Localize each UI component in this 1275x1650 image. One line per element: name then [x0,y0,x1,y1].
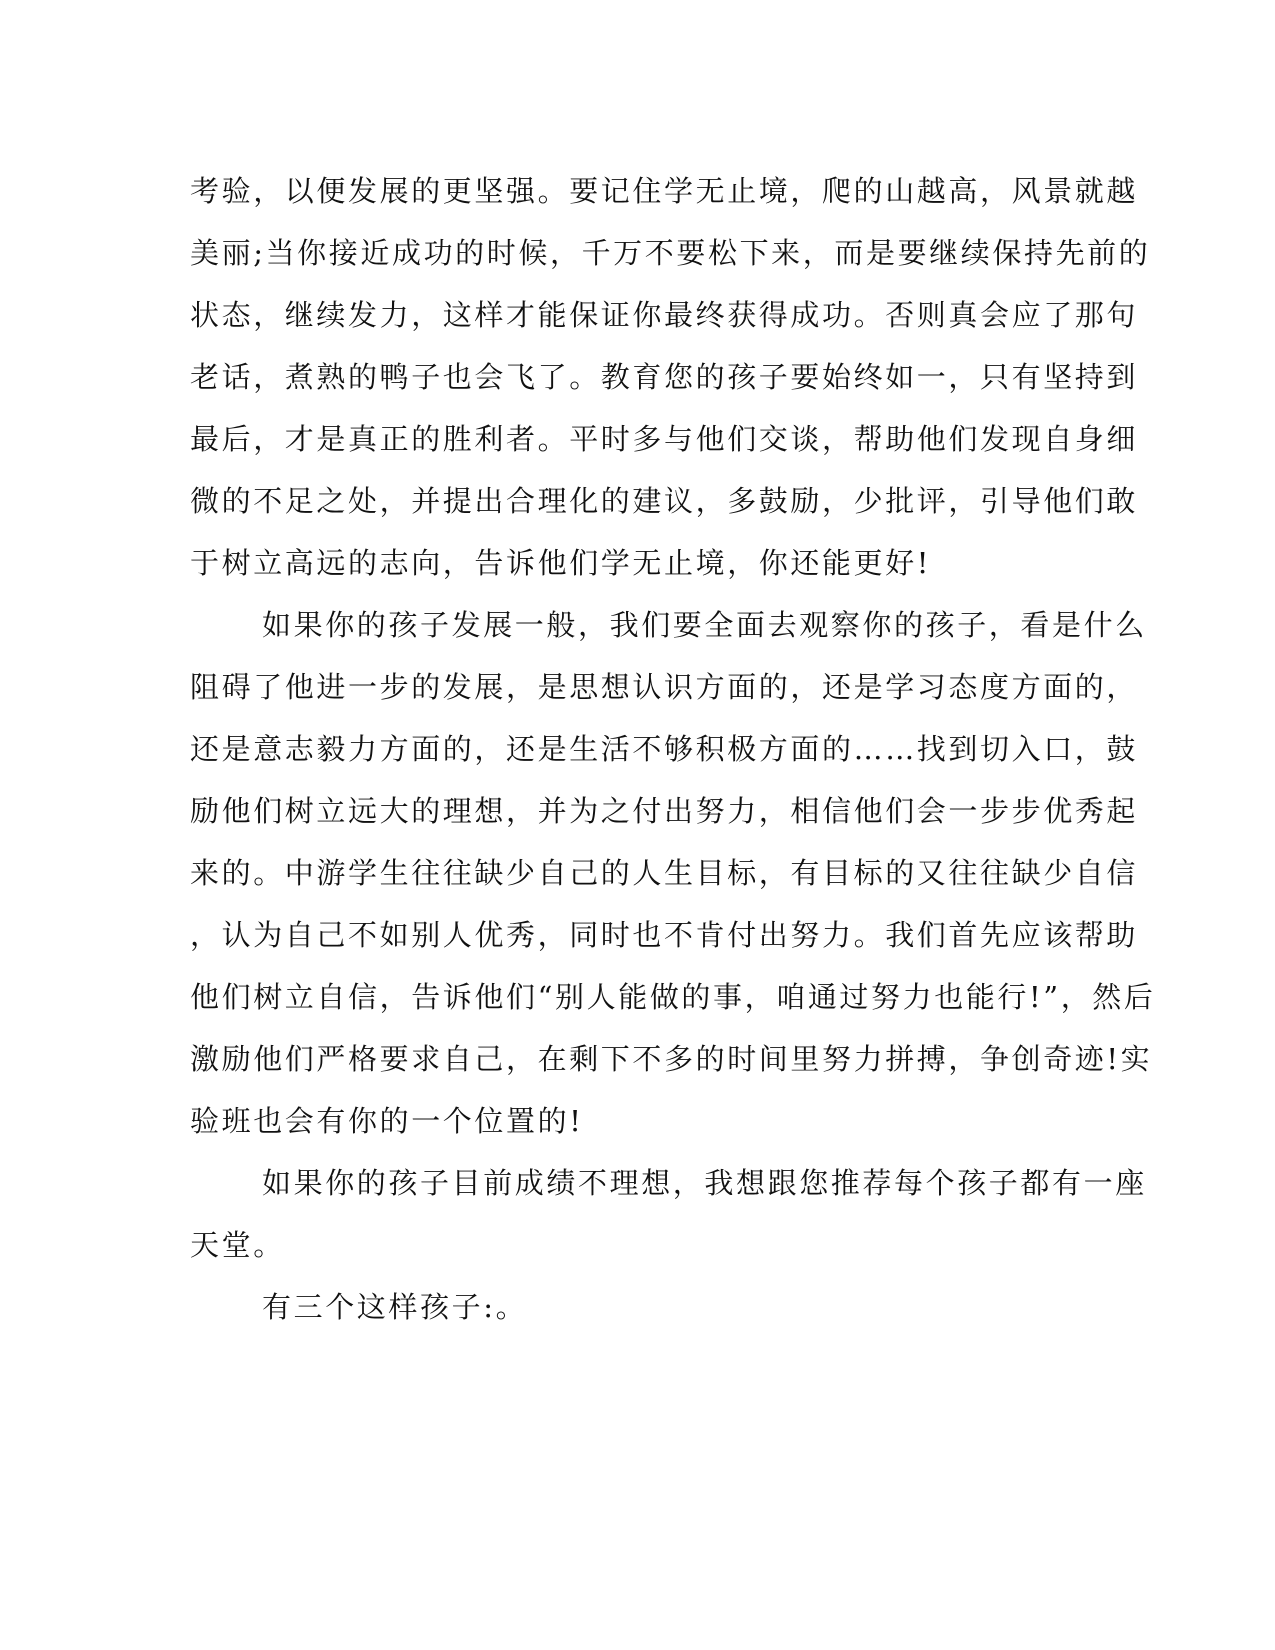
text-line: 有三个这样孩子:。 [262,1290,528,1324]
text-line: 老话，煮熟的鸭子也会飞了。教育您的孩子要始终如一，只有坚持到 [190,360,1139,394]
text-line: 最后，才是真正的胜利者。平时多与他们交谈，帮助他们发现自身细 [190,422,1139,456]
text-line: 天堂。 [190,1228,285,1262]
text-line: 微的不足之处，并提出合理化的建议，多鼓励，少批评，引导他们敢 [190,484,1139,518]
text-line: 还是意志毅力方面的，还是生活不够积极方面的……找到切入口，鼓 [190,732,1139,766]
text-line: 考验，以便发展的更坚强。要记住学无止境，爬的山越高，风景就越 [190,174,1139,208]
text-line: 励他们树立远大的理想，并为之付出努力，相信他们会一步步优秀起 [190,794,1139,828]
paragraph [190,1152,1147,1276]
text-line: 状态，继续发力，这样才能保证你最终获得成功。否则真会应了那句 [190,298,1139,332]
paragraph [190,1276,1090,1338]
text-line: 美丽;当你接近成功的时候，千万不要松下来，而是要继续保持先前的 [190,236,1151,270]
text-line: 激励他们严格要求自己，在剩下不多的时间里努力拼搏，争创奇迹!实 [190,1042,1153,1076]
text-line: ，认为自己不如别人优秀，同时也不肯付出努力。我们首先应该帮助 [190,918,1139,952]
paragraph [190,594,1156,1152]
text-line: 阻碍了他进一步的发展，是思想认识方面的，还是学习态度方面的， [190,670,1139,704]
paragraph [190,160,1151,594]
text-line: 于树立高远的志向，告诉他们学无止境，你还能更好! [190,546,932,580]
text-line: 如果你的孩子目前成绩不理想，我想跟您推荐每个孩子都有一座 [262,1166,1147,1200]
document-body [190,160,1156,1338]
text-line: 来的。中游学生往往缺少自己的人生目标，有目标的又往往缺少自信 [190,856,1139,890]
text-line: 如果你的孩子发展一般，我们要全面去观察你的孩子，看是什么 [262,608,1147,642]
text-line: 验班也会有你的一个位置的! [190,1104,584,1138]
text-line: 他们树立自信，告诉他们“别人能做的事，咱通过努力也能行!”，然后 [190,980,1156,1014]
